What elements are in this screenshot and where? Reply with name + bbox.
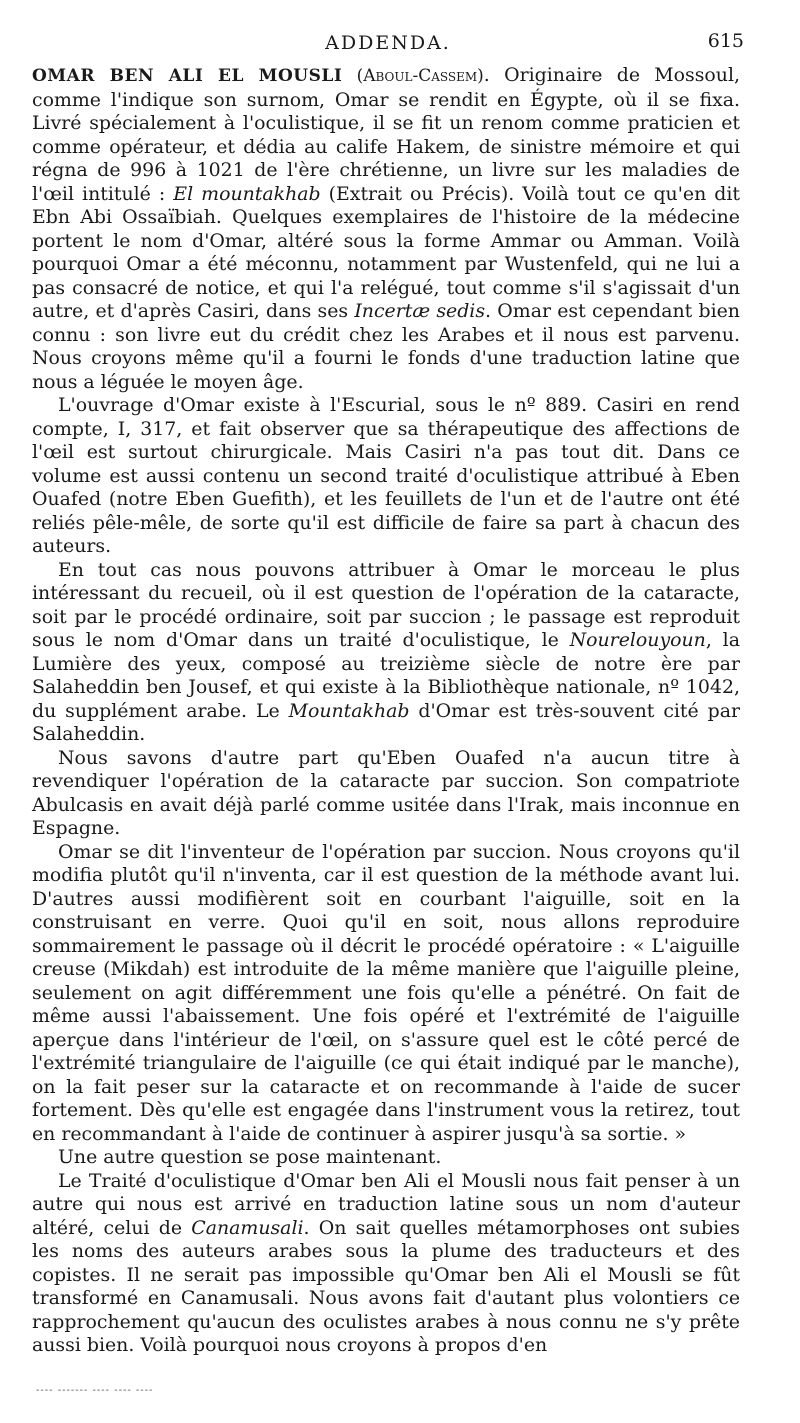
paragraph [32, 394, 740, 559]
text-run: Nous savons d'autre part qu'Eben Ouafed n'a aucun titre à revendiquer l'opération de la cataracte par succion. Son compatriote Abulcasis en avait déjà parlé comme usitée dans l'Irak, mais inconnue en Espagne. [32, 746, 740, 839]
paragraph [32, 1146, 740, 1170]
footer-rule: ---- ------- ---- ---- ---- [36, 1385, 154, 1396]
text-run: . Omar est cependant bien connu : son livre eut du crédit chez les Arabes et il nous est parvenu. Nous croyons même qu'il a fourni le fonds d'une traduction latine que nous a léguée le moyen âge. [32, 300, 740, 393]
italic-text: El mountakhab [173, 182, 321, 205]
text-run: Omar se dit l'inventeur de l'opération par succion. Nous croyons qu'il modifia plutôt qu'il n'inventa, car il est question de la méthode avant lui. D'autres aussi modifièrent soit en courbant l'aiguille, soit en la construisant en verre. Quoi qu'il en soit, nous allons reproduire sommairement le passage où il décrit le procédé opératoire : « L'aiguille creuse (Mikdah) est introduite de la même manière que l'aiguille pleine, seulement on agit différemment une fois qu'elle a pénétré. On fait de même aussi l'abaissement. Une fois opéré et l'extrémité de l'aiguille aperçue dans l'intérieur de l'œil, on s'assure quel est le côté percé de l'extrémité triangulaire de l'aiguille (ce qui était indiqué par le manche), on la fait peser sur la cataracte et on recommande à l'aide de sucer fortement. Dès qu'elle est engagée dans l'instrument vous la retirez, tout en recommandant à l'aide de continuer à aspirer jusqu'à sa sortie. » [32, 840, 740, 1145]
page-header [32, 32, 744, 56]
text-run [342, 64, 356, 86]
paragraph [32, 841, 740, 1147]
entry-alias: (Aboul-Cassem) [356, 66, 484, 86]
paragraph [32, 1170, 740, 1358]
text-run: L'ouvrage d'Omar existe à l'Escurial, sous le nº 889. Casiri en rend compte, I, 317, et fait observer que sa thérapeutique des affections de l'œil est surtout chirurgicale. Mais Casiri n'a pas tout dit. Dans ce volume est aussi contenu un second traité d'oculistique attribué à Eben Ouafed (notre Eben Guefith), et les feuillets de l'un et de l'autre ont été reliés pêle-mêle, de sorte qu'il est difficile de faire sa part à chacun des auteurs. [32, 394, 740, 557]
text-run: Le Traité d'oculistique d'Omar ben Ali el Mousli nous fait penser à un autre qui nous est arrivé en traduction latine sous un nom d'auteur altéré, celui de [32, 1169, 740, 1239]
italic-text: Nourelouyoun [569, 629, 706, 651]
paragraph [32, 64, 740, 394]
body-text [32, 64, 740, 1358]
text-run: (Extrait ou Précis). Voilà tout ce qu'en dit Ebn Abi Ossaïbiah. Quelques exemplaires de l'histoire de la médecine portent le nom d'Omar, altéré sous la forme Ammar ou Amman. Voilà pourquoi Omar a été méconnu, notamment par Wustenfeld, qui ne lui a pas consacré de notice, et qui l'a relégué, tout comme s'il s'agissait d'un autre, et d'après Casiri, dans ses [32, 182, 740, 322]
entry-name: OMAR BEN ALI EL MOUSLI [32, 66, 343, 86]
paragraph [32, 559, 740, 747]
italic-text: Mountakhab [288, 699, 410, 722]
text-run: . On sait quelles métamorphoses ont subies les noms des auteurs arabes sous la plume des traducteurs et des copistes. Il ne serait pas impossible qu'Omar ben Ali el Mousli se fût transformé en Canamusali. Nous avons fait d'autant plus volontiers ce rapprochement qu'aucun des oculistes arabes à nous connu ne s'y prête aussi bien. Voilà pourquoi nous croyons à propos d'en [32, 1216, 740, 1356]
page-number: 615 [707, 30, 744, 52]
running-head: ADDENDA. [325, 32, 451, 54]
paragraph [32, 747, 740, 841]
text-run: . Originaire de Mossoul, comme l'indique son surnom, Omar se rendit en Égypte, où il se fixa. Livré spécialement à l'oculistique, il se fit un renom comme praticien et comme opérateur, et dédia au calife Hakem, de sinistre mémoire et qui régna de 996 à 1021 de l'ère chrétienne, un livre sur les maladies de l'œil intitulé : [32, 64, 740, 205]
italic-text: Canamusali [191, 1216, 304, 1239]
italic-text: Incertæ sedis [354, 300, 486, 322]
text-run: , la Lumière des yeux, composé au treizième siècle de notre ère par Salaheddin ben Jousef, et qui existe à la Bibliothèque nationale, nº 1042, du supplément arabe. Le [32, 629, 740, 722]
text-run: Une autre question se pose maintenant. [58, 1146, 442, 1168]
text-run: d'Omar est très-souvent cité par Salaheddin. [32, 699, 741, 745]
text-run: En tout cas nous pouvons attribuer à Omar le morceau le plus intéressant du recueil, où il est question de l'opération de la cataracte, soit par le procédé ordinaire, soit par succion ; le passage est reproduit sous le nom d'Omar dans un traité d'oculistique, le [32, 558, 740, 651]
